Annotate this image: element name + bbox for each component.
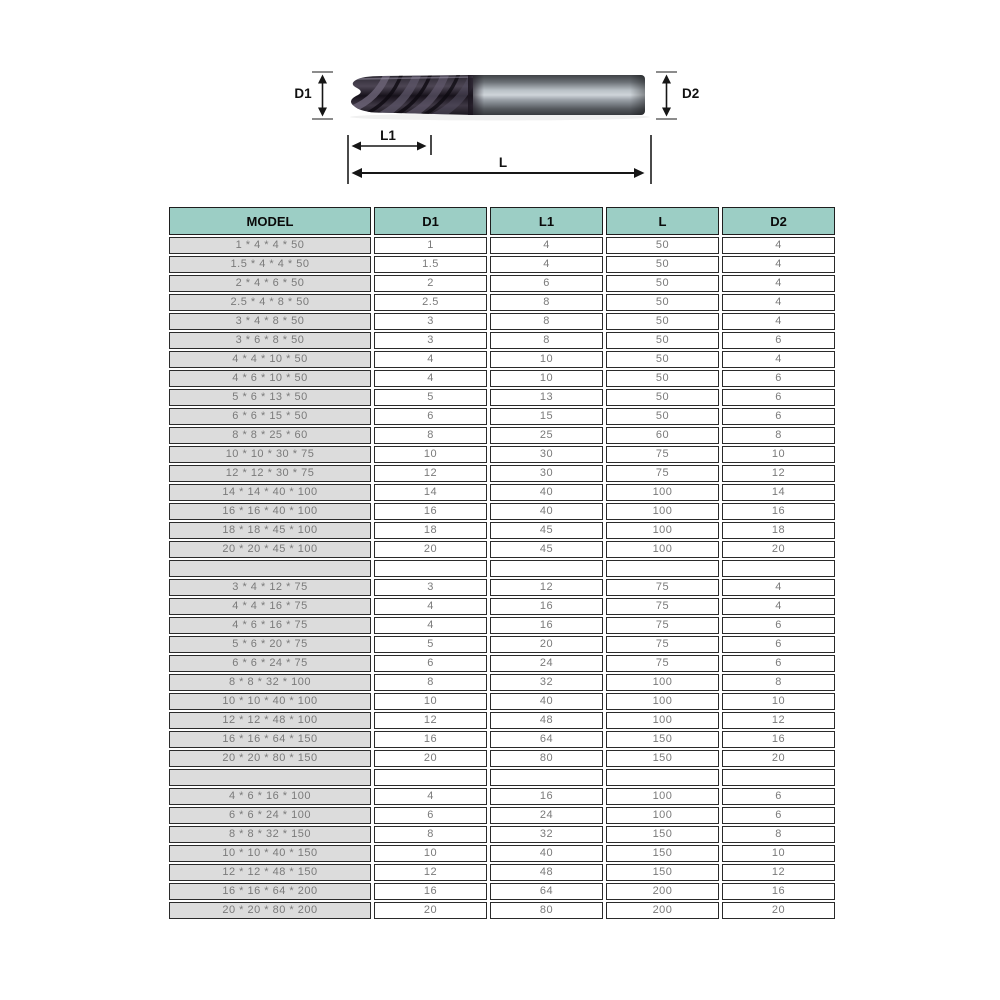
spacer-row: [169, 769, 835, 786]
d2-cell: [722, 560, 835, 577]
l-cell: 100: [606, 693, 719, 710]
table-row: [169, 864, 835, 881]
d1-cell: 5: [374, 636, 487, 653]
col-header-l: L: [606, 207, 719, 235]
table-row: [169, 655, 835, 672]
d2-cell: 16: [722, 503, 835, 520]
table-row: [169, 389, 835, 406]
d1-cell: 16: [374, 731, 487, 748]
model-cell: 12 * 12 * 48 * 100: [169, 712, 371, 729]
model-cell: 1.5 * 4 * 4 * 50: [169, 256, 371, 273]
model-cell: 5 * 6 * 20 * 75: [169, 636, 371, 653]
model-cell: 4 * 4 * 16 * 75: [169, 598, 371, 615]
table-row: [169, 332, 835, 349]
d2-cell: 6: [722, 617, 835, 634]
d1-cell: 12: [374, 864, 487, 881]
model-cell: 18 * 18 * 45 * 100: [169, 522, 371, 539]
l1-cell: 45: [490, 522, 603, 539]
d2-cell: 4: [722, 294, 835, 311]
d1-cell: 10: [374, 693, 487, 710]
d2-cell: 14: [722, 484, 835, 501]
col-header-d1: D1: [374, 207, 487, 235]
l-cell: [606, 769, 719, 786]
d1-cell: 10: [374, 845, 487, 862]
l1-cell: 32: [490, 674, 603, 691]
l1-cell: 16: [490, 617, 603, 634]
table-row: [169, 522, 835, 539]
tool-shank-end: [630, 75, 645, 115]
d2-cell: 16: [722, 731, 835, 748]
header-row: [169, 207, 835, 235]
d1-cell: 16: [374, 883, 487, 900]
l-cell: 50: [606, 332, 719, 349]
table-row: [169, 408, 835, 425]
l-cell: 100: [606, 807, 719, 824]
model-cell: 2.5 * 4 * 8 * 50: [169, 294, 371, 311]
l-cell: [606, 560, 719, 577]
table-row: [169, 503, 835, 520]
col-header-model: MODEL: [169, 207, 371, 235]
model-cell: 16 * 16 * 64 * 200: [169, 883, 371, 900]
d1-cell: 10: [374, 446, 487, 463]
l1-cell: 15: [490, 408, 603, 425]
l1-cell: 40: [490, 845, 603, 862]
l-cell: 75: [606, 446, 719, 463]
d2-cell: 6: [722, 807, 835, 824]
d1-cell: 4: [374, 598, 487, 615]
d1-cell: 8: [374, 674, 487, 691]
d2-cell: 12: [722, 712, 835, 729]
d2-cell: 8: [722, 674, 835, 691]
l-cell: 75: [606, 655, 719, 672]
l-cell: 200: [606, 883, 719, 900]
l-cell: 60: [606, 427, 719, 444]
d2-cell: 4: [722, 256, 835, 273]
table-row: [169, 256, 835, 273]
d1-cell: 3: [374, 579, 487, 596]
table-row: [169, 351, 835, 368]
d1-dimension: [294, 72, 332, 119]
l-cell: 50: [606, 237, 719, 254]
table-row: [169, 598, 835, 615]
l1-cell: 80: [490, 750, 603, 767]
table-row: [169, 275, 835, 292]
d2-cell: [722, 769, 835, 786]
d1-cell: 1: [374, 237, 487, 254]
d1-arrowhead-down-icon: [318, 108, 327, 117]
d1-cell: 8: [374, 427, 487, 444]
model-cell: 8 * 8 * 32 * 100: [169, 674, 371, 691]
d1-cell: 6: [374, 408, 487, 425]
d1-cell: 18: [374, 522, 487, 539]
tool-shank: [466, 75, 645, 115]
d1-cell: 20: [374, 541, 487, 558]
model-cell: 4 * 6 * 16 * 100: [169, 788, 371, 805]
model-cell: 4 * 4 * 10 * 50: [169, 351, 371, 368]
l1-arrowhead-right-icon: [417, 142, 427, 151]
d1-cell: [374, 560, 487, 577]
l1-cell: 4: [490, 256, 603, 273]
table-row: [169, 313, 835, 330]
table-row: [169, 788, 835, 805]
l-cell: 50: [606, 275, 719, 292]
l1-cell: 8: [490, 294, 603, 311]
l-cell: 75: [606, 617, 719, 634]
l1-cell: 30: [490, 465, 603, 482]
l-cell: 150: [606, 731, 719, 748]
d2-cell: 20: [722, 902, 835, 919]
d2-cell: 12: [722, 864, 835, 881]
l1-cell: 12: [490, 579, 603, 596]
model-cell: 8 * 8 * 25 * 60: [169, 427, 371, 444]
model-cell: [169, 769, 371, 786]
model-cell: 3 * 6 * 8 * 50: [169, 332, 371, 349]
d2-cell: 10: [722, 693, 835, 710]
d1-cell: 5: [374, 389, 487, 406]
model-cell: 2 * 4 * 6 * 50: [169, 275, 371, 292]
d2-cell: 6: [722, 370, 835, 387]
coating-fade: [468, 75, 484, 115]
l-dimension: [352, 136, 652, 183]
l-cell: 150: [606, 845, 719, 862]
spec-table-body: [169, 237, 835, 919]
model-cell: 10 * 10 * 40 * 100: [169, 693, 371, 710]
model-cell: 6 * 6 * 24 * 75: [169, 655, 371, 672]
d2-cell: 4: [722, 313, 835, 330]
table-row: [169, 237, 835, 254]
d1-cell: 1.5: [374, 256, 487, 273]
l-cell: 75: [606, 579, 719, 596]
l-cell: 50: [606, 408, 719, 425]
table-row: [169, 541, 835, 558]
table-row: [169, 636, 835, 653]
l1-cell: [490, 560, 603, 577]
l1-cell: 16: [490, 788, 603, 805]
l-cell: 100: [606, 712, 719, 729]
model-cell: 6 * 6 * 15 * 50: [169, 408, 371, 425]
end-mill-diagram: [0, 0, 1000, 200]
table-row: [169, 826, 835, 843]
l-cell: 50: [606, 389, 719, 406]
l-cell: 150: [606, 864, 719, 881]
d1-cell: 20: [374, 902, 487, 919]
d2-label: D2: [682, 86, 700, 101]
l-cell: 50: [606, 370, 719, 387]
l1-cell: 8: [490, 313, 603, 330]
spec-table: [166, 205, 838, 921]
d2-cell: 20: [722, 541, 835, 558]
table-row: [169, 883, 835, 900]
d2-cell: 16: [722, 883, 835, 900]
l1-cell: 64: [490, 731, 603, 748]
l-cell: 75: [606, 465, 719, 482]
l1-cell: 24: [490, 807, 603, 824]
l1-cell: 40: [490, 693, 603, 710]
d1-cell: 20: [374, 750, 487, 767]
model-cell: 12 * 12 * 48 * 150: [169, 864, 371, 881]
l-cell: 150: [606, 750, 719, 767]
l-cell: 100: [606, 484, 719, 501]
l-cell: 100: [606, 522, 719, 539]
table-row: [169, 807, 835, 824]
model-cell: 4 * 6 * 10 * 50: [169, 370, 371, 387]
l1-cell: [490, 769, 603, 786]
table-row: [169, 674, 835, 691]
l1-cell: 24: [490, 655, 603, 672]
l1-cell: 48: [490, 864, 603, 881]
table-row: [169, 712, 835, 729]
l1-cell: 25: [490, 427, 603, 444]
model-cell: 3 * 4 * 12 * 75: [169, 579, 371, 596]
model-cell: 6 * 6 * 24 * 100: [169, 807, 371, 824]
l1-cell: 64: [490, 883, 603, 900]
d1-cell: 4: [374, 788, 487, 805]
col-header-l1: L1: [490, 207, 603, 235]
model-cell: 5 * 6 * 13 * 50: [169, 389, 371, 406]
l1-cell: 13: [490, 389, 603, 406]
end-mill-image: [350, 72, 650, 121]
l1-cell: 10: [490, 370, 603, 387]
l1-cell: 20: [490, 636, 603, 653]
table-row: [169, 465, 835, 482]
table-row: [169, 731, 835, 748]
d1-cell: 2: [374, 275, 487, 292]
l1-cell: 8: [490, 332, 603, 349]
d2-cell: 4: [722, 237, 835, 254]
end-mill-diagram-svg: [0, 0, 1000, 200]
d2-cell: 4: [722, 275, 835, 292]
spec-table-header: [169, 207, 835, 235]
model-cell: 16 * 16 * 40 * 100: [169, 503, 371, 520]
d1-cell: 14: [374, 484, 487, 501]
l-cell: 50: [606, 256, 719, 273]
table-row: [169, 750, 835, 767]
model-cell: 3 * 4 * 8 * 50: [169, 313, 371, 330]
l-cell: 75: [606, 636, 719, 653]
table-row: [169, 617, 835, 634]
l1-cell: 6: [490, 275, 603, 292]
table-row: [169, 294, 835, 311]
d1-cell: 8: [374, 826, 487, 843]
d2-cell: 18: [722, 522, 835, 539]
d1-cell: 12: [374, 712, 487, 729]
l1-arrowhead-left-icon: [352, 142, 362, 151]
d2-cell: 8: [722, 826, 835, 843]
d1-cell: 4: [374, 351, 487, 368]
d1-cell: 4: [374, 617, 487, 634]
l-arrowhead-right-icon: [634, 168, 645, 178]
l-cell: 50: [606, 294, 719, 311]
d2-cell: 4: [722, 351, 835, 368]
l-cell: 50: [606, 313, 719, 330]
d1-cell: 4: [374, 370, 487, 387]
model-cell: 20 * 20 * 80 * 200: [169, 902, 371, 919]
model-cell: [169, 560, 371, 577]
d2-arrowhead-down-icon: [662, 108, 671, 117]
table-row: [169, 902, 835, 919]
l1-cell: 40: [490, 503, 603, 520]
d1-cell: [374, 769, 487, 786]
d2-cell: 10: [722, 845, 835, 862]
l1-cell: 4: [490, 237, 603, 254]
d2-cell: 4: [722, 579, 835, 596]
d2-cell: 6: [722, 332, 835, 349]
l-cell: 100: [606, 541, 719, 558]
l-cell: 100: [606, 674, 719, 691]
l1-cell: 48: [490, 712, 603, 729]
table-row: [169, 427, 835, 444]
l-cell: 75: [606, 598, 719, 615]
d1-cell: 6: [374, 807, 487, 824]
l-cell: 150: [606, 826, 719, 843]
l1-label: L1: [380, 128, 396, 143]
model-cell: 12 * 12 * 30 * 75: [169, 465, 371, 482]
l-cell: 200: [606, 902, 719, 919]
d1-arrowhead-up-icon: [318, 75, 327, 84]
d1-cell: 6: [374, 655, 487, 672]
d2-cell: 6: [722, 788, 835, 805]
model-cell: 4 * 6 * 16 * 75: [169, 617, 371, 634]
table-row: [169, 370, 835, 387]
d2-cell: 8: [722, 427, 835, 444]
spacer-row: [169, 560, 835, 577]
d1-cell: 2.5: [374, 294, 487, 311]
table-row: [169, 693, 835, 710]
d2-cell: 6: [722, 636, 835, 653]
model-cell: 1 * 4 * 4 * 50: [169, 237, 371, 254]
l1-cell: 45: [490, 541, 603, 558]
table-row: [169, 484, 835, 501]
l1-cell: 10: [490, 351, 603, 368]
l-cell: 100: [606, 503, 719, 520]
table-row: [169, 845, 835, 862]
l-cell: 100: [606, 788, 719, 805]
d2-cell: 20: [722, 750, 835, 767]
col-header-d2: D2: [722, 207, 835, 235]
d1-cell: 12: [374, 465, 487, 482]
model-cell: 20 * 20 * 45 * 100: [169, 541, 371, 558]
d2-arrowhead-up-icon: [662, 75, 671, 84]
l1-cell: 32: [490, 826, 603, 843]
model-cell: 16 * 16 * 64 * 150: [169, 731, 371, 748]
model-cell: 10 * 10 * 40 * 150: [169, 845, 371, 862]
d1-label: D1: [294, 86, 312, 101]
l1-cell: 80: [490, 902, 603, 919]
l-label: L: [498, 155, 508, 170]
model-cell: 14 * 14 * 40 * 100: [169, 484, 371, 501]
d2-cell: 6: [722, 389, 835, 406]
d2-cell: 10: [722, 446, 835, 463]
l1-cell: 40: [490, 484, 603, 501]
l1-cell: 16: [490, 598, 603, 615]
model-cell: 8 * 8 * 32 * 150: [169, 826, 371, 843]
table-row: [169, 579, 835, 596]
d2-cell: 6: [722, 408, 835, 425]
table-row: [169, 446, 835, 463]
d1-cell: 3: [374, 332, 487, 349]
d1-cell: 3: [374, 313, 487, 330]
d2-cell: 4: [722, 598, 835, 615]
d1-cell: 16: [374, 503, 487, 520]
model-cell: 10 * 10 * 30 * 75: [169, 446, 371, 463]
l-cell: 50: [606, 351, 719, 368]
l-arrowhead-left-icon: [352, 168, 363, 178]
model-cell: 20 * 20 * 80 * 150: [169, 750, 371, 767]
d2-cell: 12: [722, 465, 835, 482]
l1-cell: 30: [490, 446, 603, 463]
d2-cell: 6: [722, 655, 835, 672]
d2-dimension: [657, 72, 699, 119]
